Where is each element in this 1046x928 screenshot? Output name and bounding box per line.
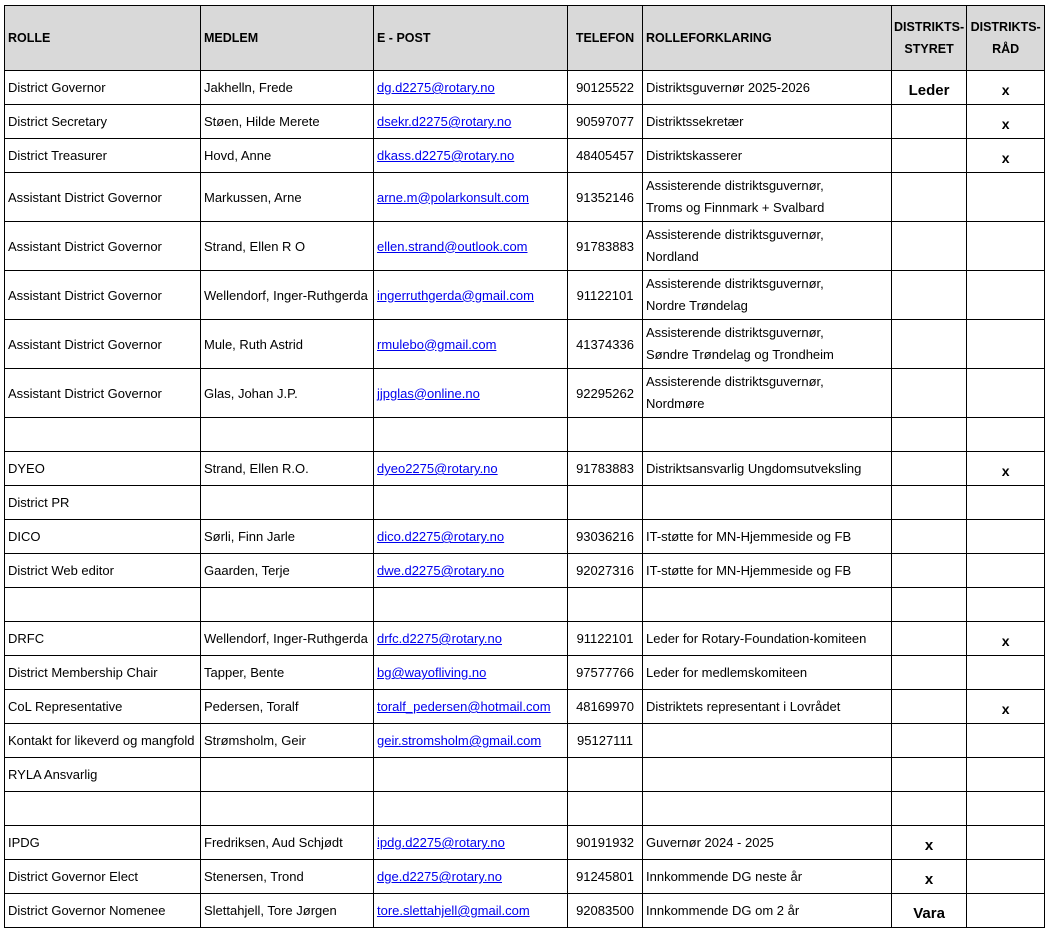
header-distriktsraad-line1: DISTRIKTS- bbox=[970, 20, 1041, 34]
email-link[interactable]: arne.m@polarkonsult.com bbox=[377, 189, 529, 205]
cell-epost bbox=[374, 486, 568, 520]
cell-distriktsraad bbox=[967, 588, 1045, 622]
cell-rolle: District Governor Nomenee bbox=[5, 894, 201, 928]
email-link[interactable]: ellen.strand@outlook.com bbox=[377, 238, 528, 254]
cell-medlem: Strand, Ellen R.O. bbox=[201, 452, 374, 486]
cell-medlem: Strand, Ellen R O bbox=[201, 222, 374, 271]
header-telefon: TELEFON bbox=[568, 6, 643, 71]
table-row bbox=[5, 656, 1045, 690]
cell-distriktsstyret bbox=[892, 486, 967, 520]
cell-distriktsstyret bbox=[892, 622, 967, 656]
cell-telefon: 92295262 bbox=[568, 369, 643, 418]
rolleforklaring-line1: Assisterende distriktsguvernør, bbox=[646, 374, 824, 389]
cell-telefon bbox=[568, 486, 643, 520]
cell-rolleforklaring bbox=[643, 690, 892, 724]
table-row bbox=[5, 588, 1045, 622]
rolleforklaring-line2: Søndre Trøndelag og Trondheim bbox=[646, 347, 834, 362]
cell-epost bbox=[374, 369, 568, 418]
cell-rolle bbox=[5, 588, 201, 622]
rolleforklaring-line1: Guvernør 2024 - 2025 bbox=[646, 834, 774, 850]
email-link[interactable]: tore.slettahjell@gmail.com bbox=[377, 903, 530, 918]
cell-medlem bbox=[201, 418, 374, 452]
cell-distriktsstyret bbox=[892, 173, 967, 222]
cell-distriktsraad bbox=[967, 173, 1045, 222]
email-link[interactable]: toralf_pedersen@hotmail.com bbox=[377, 699, 551, 714]
header-rolle: ROLLE bbox=[5, 6, 201, 71]
cell-rolleforklaring bbox=[643, 105, 892, 139]
cell-distriktsstyret: Leder bbox=[892, 71, 967, 105]
cell-rolleforklaring bbox=[643, 139, 892, 173]
cell-medlem: Støen, Hilde Merete bbox=[201, 105, 374, 139]
cell-telefon: 48169970 bbox=[568, 690, 643, 724]
cell-rolleforklaring bbox=[643, 320, 892, 369]
cell-rolleforklaring bbox=[643, 588, 892, 622]
rolleforklaring-line1: Distriktskasserer bbox=[646, 147, 743, 163]
cell-rolle: Kontakt for likeverd og mangfold bbox=[5, 724, 201, 758]
cell-distriktsraad bbox=[967, 860, 1045, 894]
cell-rolle: District Web editor bbox=[5, 554, 201, 588]
cell-distriktsraad bbox=[967, 792, 1045, 826]
table-row bbox=[5, 486, 1045, 520]
email-link[interactable]: ipdg.d2275@rotary.no bbox=[377, 835, 505, 850]
table-row bbox=[5, 222, 1045, 271]
cell-epost bbox=[374, 320, 568, 369]
cell-rolleforklaring bbox=[643, 622, 892, 656]
cell-rolle: District Governor bbox=[5, 71, 201, 105]
table-row bbox=[5, 554, 1045, 588]
cell-distriktsraad: x bbox=[967, 690, 1045, 724]
cell-epost bbox=[374, 860, 568, 894]
email-link[interactable]: drfc.d2275@rotary.no bbox=[377, 631, 502, 646]
cell-medlem: Wellendorf, Inger-Ruthgerda bbox=[201, 271, 374, 320]
cell-distriktsraad bbox=[967, 271, 1045, 320]
cell-distriktsraad bbox=[967, 826, 1045, 860]
cell-rolle: District Governor Elect bbox=[5, 860, 201, 894]
email-link[interactable]: jjpglas@online.no bbox=[377, 385, 480, 401]
email-link[interactable]: dico.d2275@rotary.no bbox=[377, 529, 505, 544]
cell-distriktsstyret: x bbox=[892, 860, 967, 894]
rolleforklaring-line1: IT-støtte for MN-Hjemmeside og FB bbox=[646, 528, 852, 544]
cell-distriktsraad: x bbox=[967, 71, 1045, 105]
rolleforklaring-line1: Distriktssekretær bbox=[646, 113, 744, 129]
cell-telefon: 92027316 bbox=[568, 554, 643, 588]
cell-telefon: 93036216 bbox=[568, 520, 643, 554]
table-row bbox=[5, 418, 1045, 452]
cell-distriktsstyret bbox=[892, 656, 967, 690]
cell-rolle: Assistant District Governor bbox=[5, 173, 201, 222]
cell-rolleforklaring bbox=[643, 173, 892, 222]
cell-medlem: Pedersen, Toralf bbox=[201, 690, 374, 724]
table-row bbox=[5, 105, 1045, 139]
cell-epost bbox=[374, 758, 568, 792]
table-row bbox=[5, 71, 1045, 105]
header-medlem: MEDLEM bbox=[201, 6, 374, 71]
rolleforklaring-line1: Distriktsansvarlig Ungdomsutveksling bbox=[646, 460, 862, 476]
rolleforklaring-line1: Distriktsguvernør 2025-2026 bbox=[646, 79, 811, 95]
cell-epost bbox=[374, 105, 568, 139]
cell-telefon: 91245801 bbox=[568, 860, 643, 894]
rolleforklaring-line1: Innkommende DG om 2 år bbox=[646, 902, 800, 918]
cell-distriktsraad: x bbox=[967, 139, 1045, 173]
cell-distriktsstyret: Vara bbox=[892, 894, 967, 928]
cell-rolleforklaring bbox=[643, 826, 892, 860]
cell-medlem: Fredriksen, Aud Schjødt bbox=[201, 826, 374, 860]
cell-epost bbox=[374, 520, 568, 554]
email-link[interactable]: dkass.d2275@rotary.no bbox=[377, 148, 515, 163]
header-distriktsstyret-line2: STYRET bbox=[904, 42, 954, 56]
cell-telefon: 91783883 bbox=[568, 452, 643, 486]
cell-medlem: Jakhelln, Frede bbox=[201, 71, 374, 105]
header-distriktsstyret bbox=[892, 6, 967, 71]
cell-distriktsraad: x bbox=[967, 452, 1045, 486]
cell-rolle: District Membership Chair bbox=[5, 656, 201, 690]
cell-rolleforklaring bbox=[643, 758, 892, 792]
cell-distriktsraad: x bbox=[967, 105, 1045, 139]
cell-epost bbox=[374, 622, 568, 656]
cell-distriktsstyret bbox=[892, 724, 967, 758]
cell-distriktsraad bbox=[967, 554, 1045, 588]
cell-epost bbox=[374, 222, 568, 271]
table-row bbox=[5, 690, 1045, 724]
cell-telefon: 91352146 bbox=[568, 173, 643, 222]
cell-medlem: Mule, Ruth Astrid bbox=[201, 320, 374, 369]
table-row bbox=[5, 520, 1045, 554]
cell-telefon bbox=[568, 758, 643, 792]
cell-distriktsstyret bbox=[892, 520, 967, 554]
table-row bbox=[5, 758, 1045, 792]
cell-rolleforklaring bbox=[643, 486, 892, 520]
rolleforklaring-line2: Nordre Trøndelag bbox=[646, 298, 748, 313]
cell-epost bbox=[374, 554, 568, 588]
email-link[interactable]: bg@wayofliving.no bbox=[377, 665, 487, 680]
cell-distriktsstyret bbox=[892, 271, 967, 320]
cell-rolle: Assistant District Governor bbox=[5, 320, 201, 369]
cell-distriktsstyret bbox=[892, 588, 967, 622]
cell-rolleforklaring bbox=[643, 554, 892, 588]
rolleforklaring-line1: Distriktets representant i Lovrådet bbox=[646, 698, 841, 714]
cell-rolleforklaring bbox=[643, 792, 892, 826]
cell-epost bbox=[374, 826, 568, 860]
cell-distriktsstyret bbox=[892, 222, 967, 271]
cell-distriktsraad bbox=[967, 894, 1045, 928]
cell-rolle: District Treasurer bbox=[5, 139, 201, 173]
cell-epost bbox=[374, 588, 568, 622]
cell-epost bbox=[374, 71, 568, 105]
cell-rolle bbox=[5, 792, 201, 826]
table-row bbox=[5, 320, 1045, 369]
rolleforklaring-line1: Leder for medlemskomiteen bbox=[646, 664, 808, 680]
table-row bbox=[5, 369, 1045, 418]
table-row bbox=[5, 826, 1045, 860]
cell-rolleforklaring bbox=[643, 418, 892, 452]
cell-distriktsstyret bbox=[892, 105, 967, 139]
cell-distriktsstyret bbox=[892, 320, 967, 369]
cell-rolleforklaring bbox=[643, 271, 892, 320]
cell-rolle: IPDG bbox=[5, 826, 201, 860]
cell-epost bbox=[374, 173, 568, 222]
cell-telefon bbox=[568, 588, 643, 622]
cell-rolleforklaring bbox=[643, 520, 892, 554]
cell-epost bbox=[374, 271, 568, 320]
cell-telefon: 90597077 bbox=[568, 105, 643, 139]
table-row bbox=[5, 792, 1045, 826]
rolleforklaring-line1: IT-støtte for MN-Hjemmeside og FB bbox=[646, 562, 852, 578]
cell-rolleforklaring bbox=[643, 71, 892, 105]
cell-telefon: 90191932 bbox=[568, 826, 643, 860]
rolleforklaring-line1: Assisterende distriktsguvernør, bbox=[646, 178, 824, 193]
email-link[interactable]: dg.d2275@rotary.no bbox=[377, 80, 495, 95]
cell-distriktsstyret: x bbox=[892, 826, 967, 860]
cell-rolle: Assistant District Governor bbox=[5, 271, 201, 320]
cell-medlem bbox=[201, 758, 374, 792]
cell-medlem: Slettahjell, Tore Jørgen bbox=[201, 894, 374, 928]
rolleforklaring-line1: Leder for Rotary-Foundation-komiteen bbox=[646, 630, 867, 646]
table-row bbox=[5, 860, 1045, 894]
cell-telefon: 91122101 bbox=[568, 271, 643, 320]
cell-distriktsraad bbox=[967, 724, 1045, 758]
cell-medlem: Hovd, Anne bbox=[201, 139, 374, 173]
cell-telefon: 95127111 bbox=[568, 724, 643, 758]
cell-telefon: 91783883 bbox=[568, 222, 643, 271]
table-body bbox=[5, 71, 1045, 928]
cell-epost bbox=[374, 139, 568, 173]
table-row bbox=[5, 139, 1045, 173]
cell-distriktsraad bbox=[967, 418, 1045, 452]
rolleforklaring-line1: Innkommende DG neste år bbox=[646, 868, 803, 884]
cell-medlem bbox=[201, 588, 374, 622]
rolleforklaring-line2: Nordmøre bbox=[646, 396, 705, 411]
rolleforklaring-line1: Assisterende distriktsguvernør, bbox=[646, 325, 824, 340]
cell-distriktsraad bbox=[967, 369, 1045, 418]
cell-rolleforklaring bbox=[643, 452, 892, 486]
header-distriktsraad-line2: RÅD bbox=[992, 42, 1020, 56]
cell-rolleforklaring bbox=[643, 222, 892, 271]
cell-rolleforklaring bbox=[643, 894, 892, 928]
cell-medlem: Glas, Johan J.P. bbox=[201, 369, 374, 418]
email-link[interactable]: ingerruthgerda@gmail.com bbox=[377, 287, 534, 303]
cell-distriktsstyret bbox=[892, 792, 967, 826]
header-rolleforklaring: ROLLEFORKLARING bbox=[643, 6, 892, 71]
cell-telefon: 91122101 bbox=[568, 622, 643, 656]
cell-rolle bbox=[5, 418, 201, 452]
email-link[interactable]: dwe.d2275@rotary.no bbox=[377, 563, 505, 578]
table-row bbox=[5, 622, 1045, 656]
cell-telefon: 48405457 bbox=[568, 139, 643, 173]
rolleforklaring-line1: Assisterende distriktsguvernør, bbox=[646, 227, 824, 242]
cell-distriktsraad bbox=[967, 656, 1045, 690]
cell-medlem: Stenersen, Trond bbox=[201, 860, 374, 894]
email-link[interactable]: dyeo2275@rotary.no bbox=[377, 461, 498, 476]
cell-rolleforklaring bbox=[643, 656, 892, 690]
table-row bbox=[5, 724, 1045, 758]
district-roles-table bbox=[4, 5, 1045, 928]
email-link[interactable]: dsekr.d2275@rotary.no bbox=[377, 114, 512, 129]
cell-telefon bbox=[568, 418, 643, 452]
cell-rolle: Assistant District Governor bbox=[5, 222, 201, 271]
email-link[interactable]: geir.stromsholm@gmail.com bbox=[377, 733, 542, 748]
cell-epost bbox=[374, 792, 568, 826]
cell-rolle: RYLA Ansvarlig bbox=[5, 758, 201, 792]
cell-rolleforklaring bbox=[643, 860, 892, 894]
cell-rolle: District Secretary bbox=[5, 105, 201, 139]
header-row bbox=[5, 6, 1045, 71]
table-row bbox=[5, 452, 1045, 486]
cell-rolle: DRFC bbox=[5, 622, 201, 656]
cell-rolle: District PR bbox=[5, 486, 201, 520]
cell-rolleforklaring bbox=[643, 369, 892, 418]
cell-distriktsraad bbox=[967, 222, 1045, 271]
cell-epost bbox=[374, 418, 568, 452]
cell-telefon: 97577766 bbox=[568, 656, 643, 690]
cell-medlem: Markussen, Arne bbox=[201, 173, 374, 222]
cell-rolle: DICO bbox=[5, 520, 201, 554]
cell-medlem: Strømsholm, Geir bbox=[201, 724, 374, 758]
cell-distriktsraad bbox=[967, 486, 1045, 520]
cell-medlem: Gaarden, Terje bbox=[201, 554, 374, 588]
rolleforklaring-line2: Troms og Finnmark + Svalbard bbox=[646, 200, 825, 215]
cell-distriktsraad bbox=[967, 520, 1045, 554]
rolleforklaring-line1: Assisterende distriktsguvernør, bbox=[646, 276, 824, 291]
cell-epost bbox=[374, 690, 568, 724]
cell-rolleforklaring bbox=[643, 724, 892, 758]
email-link[interactable]: rmulebo@gmail.com bbox=[377, 336, 497, 352]
cell-distriktsstyret bbox=[892, 758, 967, 792]
cell-rolle: DYEO bbox=[5, 452, 201, 486]
cell-epost bbox=[374, 724, 568, 758]
cell-distriktsstyret bbox=[892, 452, 967, 486]
cell-telefon: 41374336 bbox=[568, 320, 643, 369]
header-epost: E - POST bbox=[374, 6, 568, 71]
cell-distriktsstyret bbox=[892, 369, 967, 418]
header-distriktsstyret-line1: DISTRIKTS- bbox=[894, 20, 965, 34]
cell-telefon bbox=[568, 792, 643, 826]
cell-epost bbox=[374, 656, 568, 690]
cell-distriktsstyret bbox=[892, 139, 967, 173]
cell-telefon: 90125522 bbox=[568, 71, 643, 105]
rolleforklaring-line2: Nordland bbox=[646, 249, 699, 264]
table-row bbox=[5, 173, 1045, 222]
cell-distriktsraad bbox=[967, 758, 1045, 792]
cell-distriktsraad bbox=[967, 320, 1045, 369]
cell-rolle: CoL Representative bbox=[5, 690, 201, 724]
cell-rolle: Assistant District Governor bbox=[5, 369, 201, 418]
cell-epost bbox=[374, 452, 568, 486]
cell-medlem: Tapper, Bente bbox=[201, 656, 374, 690]
cell-medlem bbox=[201, 792, 374, 826]
table-row bbox=[5, 271, 1045, 320]
cell-medlem bbox=[201, 486, 374, 520]
table-row bbox=[5, 894, 1045, 928]
cell-distriktsstyret bbox=[892, 418, 967, 452]
email-link[interactable]: dge.d2275@rotary.no bbox=[377, 869, 502, 884]
cell-epost bbox=[374, 894, 568, 928]
cell-distriktsstyret bbox=[892, 690, 967, 724]
cell-distriktsraad: x bbox=[967, 622, 1045, 656]
cell-medlem: Wellendorf, Inger-Ruthgerda bbox=[201, 622, 374, 656]
cell-distriktsstyret bbox=[892, 554, 967, 588]
cell-medlem: Sørli, Finn Jarle bbox=[201, 520, 374, 554]
header-distriktsraad bbox=[967, 6, 1045, 71]
cell-telefon: 92083500 bbox=[568, 894, 643, 928]
